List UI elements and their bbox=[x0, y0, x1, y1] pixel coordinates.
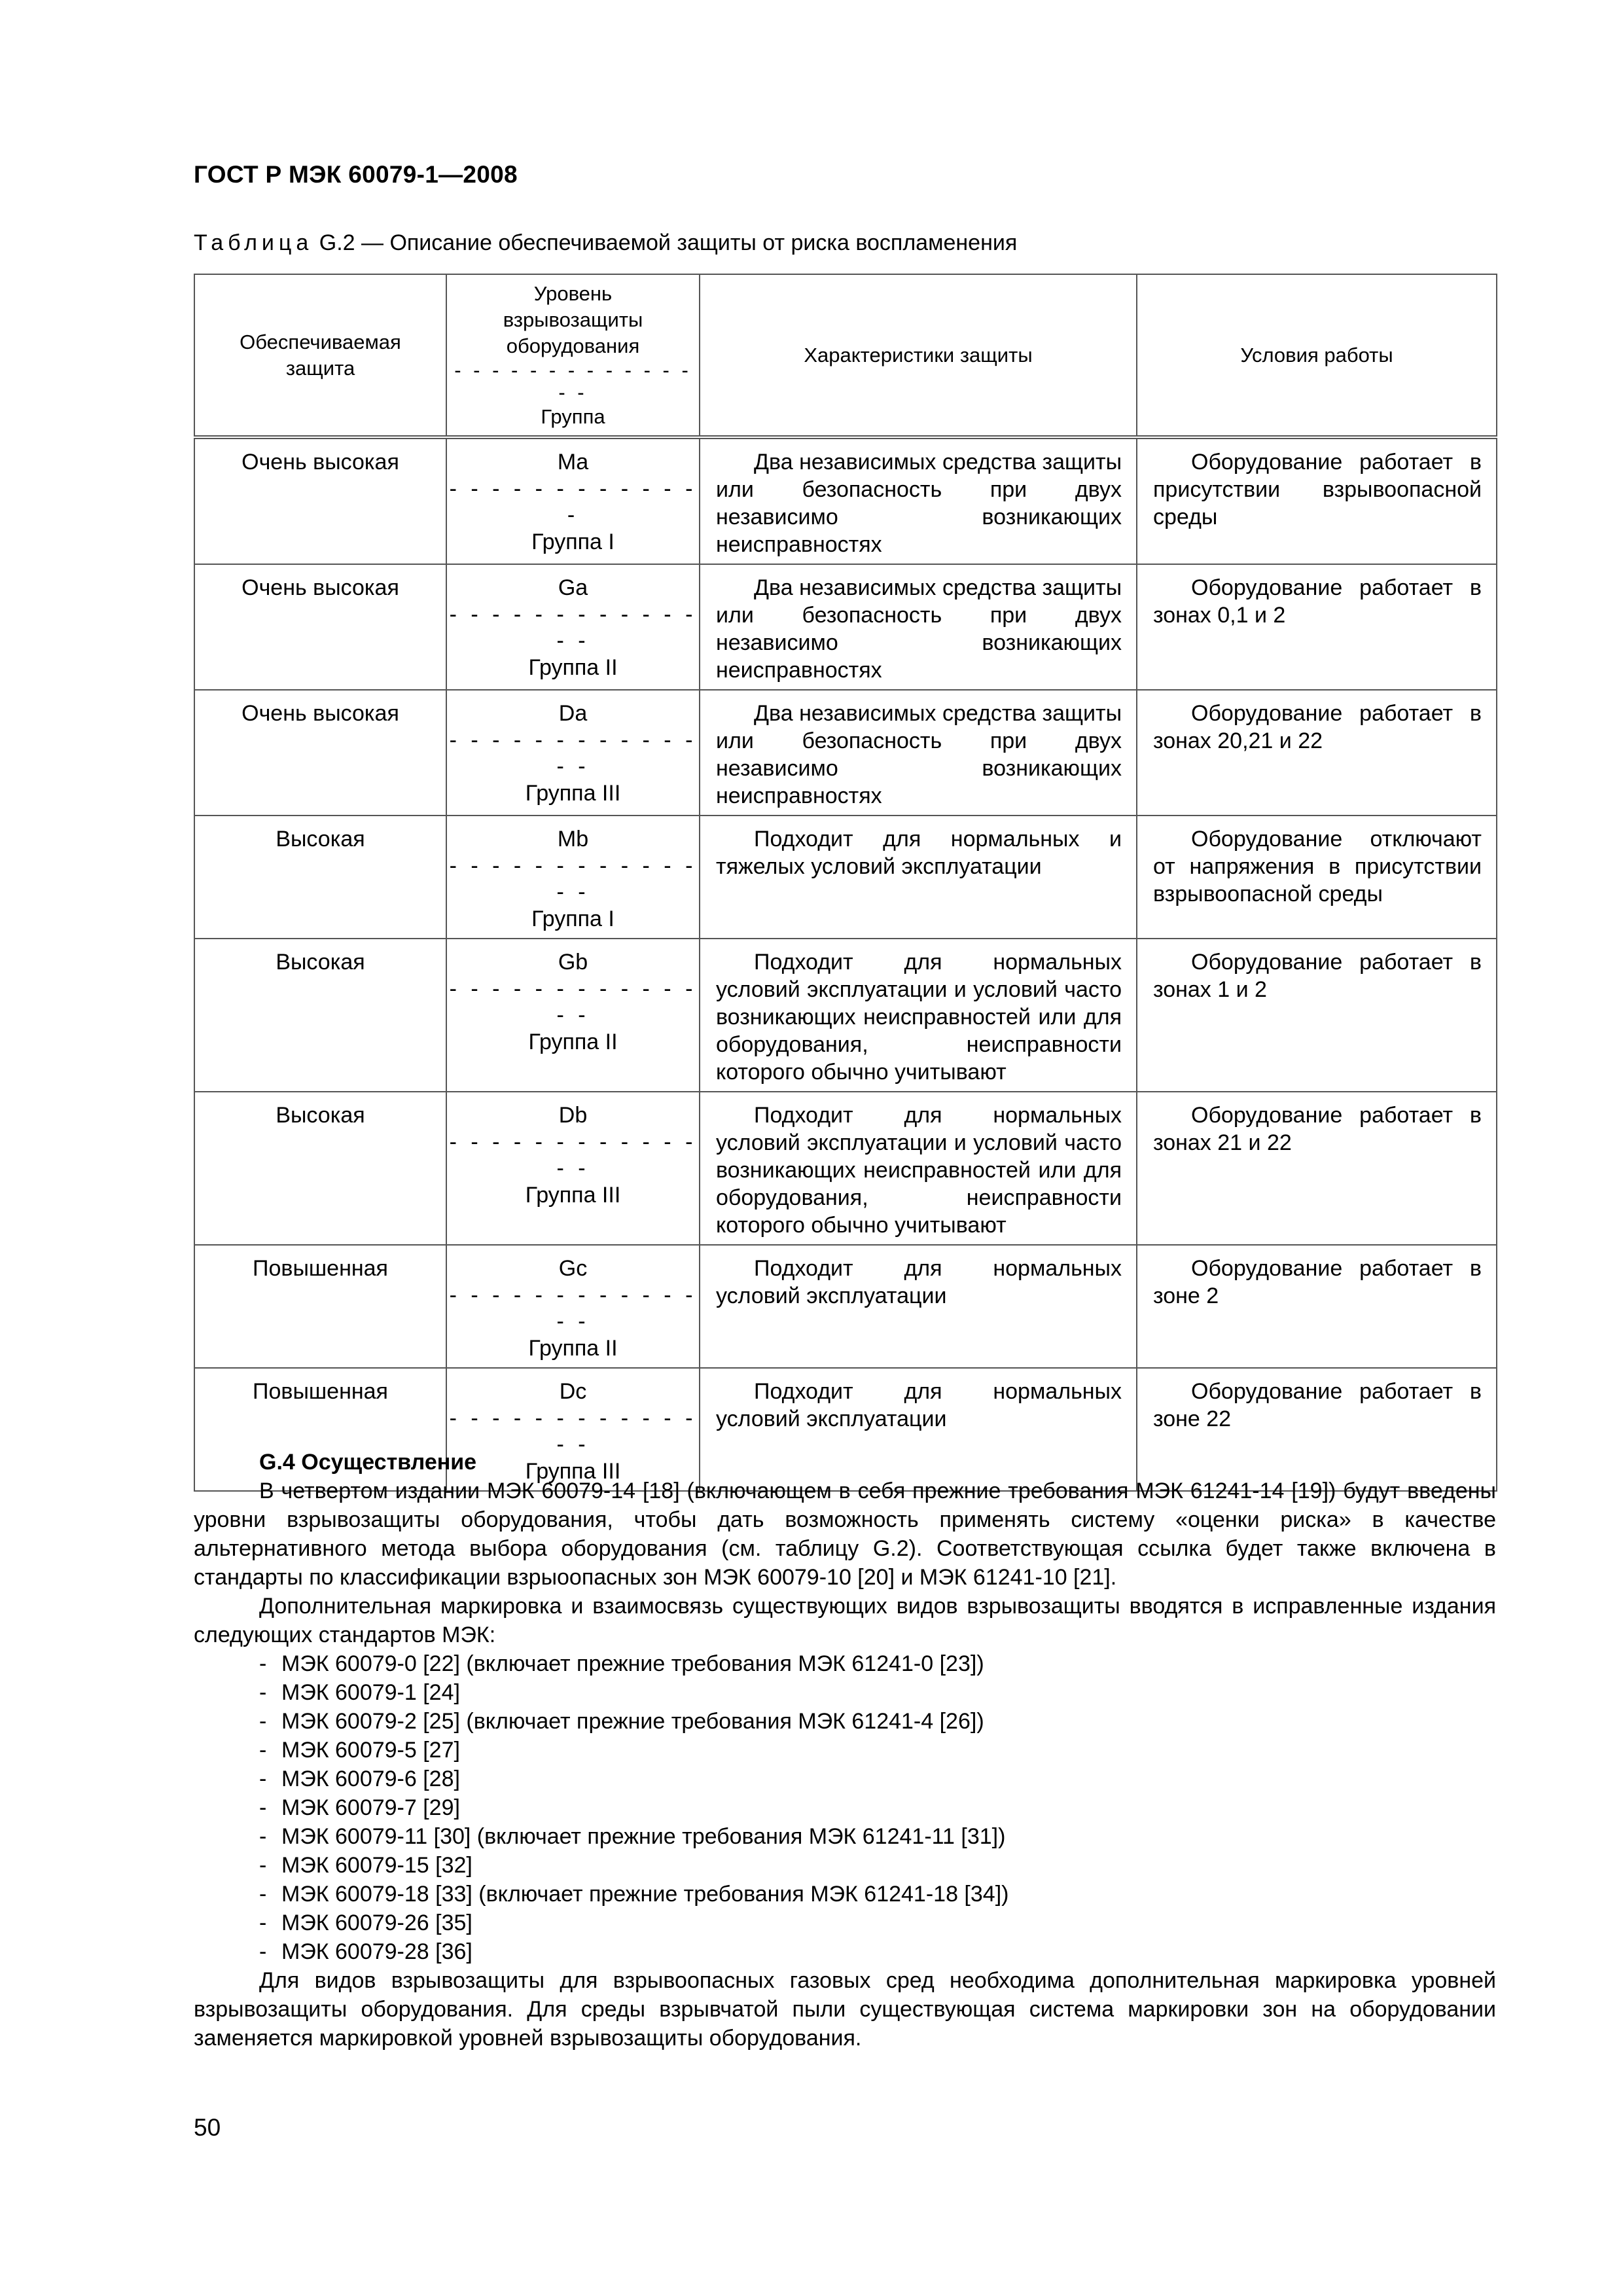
level-group: Группа II bbox=[528, 1030, 618, 1054]
cell-conditions bbox=[1137, 1245, 1497, 1368]
level-group: Группа III bbox=[525, 1459, 621, 1484]
level-divider: - - - - - - - - - - - - - - bbox=[449, 977, 697, 1028]
table-caption-text: G.2 — Описание обеспечиваемой защиты от риска воспламенения bbox=[313, 230, 1018, 255]
list-bullet: - bbox=[259, 1853, 267, 1878]
header-conditions: Условия работы bbox=[1137, 274, 1497, 437]
level-group: Группа II bbox=[528, 655, 618, 680]
table-caption-prefix: Таблица bbox=[194, 230, 313, 255]
level-code: Ma bbox=[557, 450, 589, 475]
cell-protection: Высокая bbox=[194, 1092, 446, 1245]
cell-characteristics bbox=[700, 690, 1137, 816]
cell-characteristics bbox=[700, 1092, 1137, 1245]
section-g4 bbox=[194, 1448, 1496, 2053]
section-paragraph-3: Для видов взрывозащиты для взрывоопасных газовых сред необходима дополнительная маркировка уровней взрывозащиты оборудования. Для среды взрывчатой пыли существующая система маркировки зон на оборудовании заменяется маркировкой уровней взрывозащиты оборудования. bbox=[194, 1968, 1496, 2051]
protection-table bbox=[194, 274, 1497, 1492]
conditions-text: Оборудование работает в зоне 22 bbox=[1153, 1379, 1482, 1431]
header-level-bottom: Группа bbox=[541, 404, 605, 428]
characteristics-text: Подходит для нормальных и тяжелых условий эксплуатации bbox=[716, 827, 1122, 879]
list-item bbox=[259, 1736, 1496, 1765]
header-characteristics: Характеристики защиты bbox=[700, 274, 1137, 437]
level-group: Группа I bbox=[531, 529, 615, 554]
list-item-text: МЭК 60079-11 [30] (включает прежние требования МЭК 61241-11 [31]) bbox=[281, 1824, 1006, 1849]
list-bullet: - bbox=[259, 1910, 267, 1935]
list-bullet: - bbox=[259, 1824, 267, 1849]
cell-protection: Повышенная bbox=[194, 1245, 446, 1368]
standards-list bbox=[194, 1649, 1496, 1966]
list-item bbox=[259, 1707, 1496, 1736]
list-item-text: МЭК 60079-0 [22] (включает прежние требования МЭК 61241-0 [23]) bbox=[281, 1651, 984, 1676]
level-divider: - - - - - - - - - - - - - - bbox=[449, 602, 697, 653]
cell-level bbox=[446, 437, 700, 564]
level-divider: - - - - - - - - - - - - - - bbox=[449, 1283, 697, 1334]
cell-protection: Высокая bbox=[194, 939, 446, 1092]
cell-characteristics bbox=[700, 816, 1137, 939]
list-item bbox=[259, 1678, 1496, 1707]
cell-protection: Повышенная bbox=[194, 1368, 446, 1491]
cell-conditions bbox=[1137, 939, 1497, 1092]
conditions-text: Оборудование отключают от напряжения в присутствии взрывоопасной среды bbox=[1153, 827, 1482, 906]
list-item-text: МЭК 60079-6 [28] bbox=[281, 1767, 460, 1791]
list-item-text: МЭК 60079-5 [27] bbox=[281, 1738, 460, 1763]
list-bullet: - bbox=[259, 1939, 267, 1964]
level-code: Db bbox=[558, 1103, 588, 1128]
list-item bbox=[259, 1909, 1496, 1937]
characteristics-text: Два независимых средства защиты или безопасность при двух независимо возникающих неисправностях bbox=[716, 450, 1122, 557]
level-group: Группа I bbox=[531, 906, 615, 931]
list-item-text: МЭК 60079-28 [36] bbox=[281, 1939, 473, 1964]
level-divider: - - - - - - - - - - - - - bbox=[449, 476, 697, 528]
table-caption bbox=[194, 230, 1017, 256]
cell-conditions bbox=[1137, 1092, 1497, 1245]
list-item bbox=[259, 1765, 1496, 1793]
cell-characteristics bbox=[700, 1245, 1137, 1368]
list-bullet: - bbox=[259, 1767, 267, 1791]
cell-conditions bbox=[1137, 690, 1497, 816]
list-item-text: МЭК 60079-15 [32] bbox=[281, 1853, 473, 1878]
table-row bbox=[194, 939, 1497, 1092]
cell-characteristics bbox=[700, 564, 1137, 690]
cell-conditions bbox=[1137, 564, 1497, 690]
cell-protection: Высокая bbox=[194, 816, 446, 939]
conditions-text: Оборудование работает в зоне 2 bbox=[1153, 1256, 1482, 1308]
conditions-text: Оборудование работает в зонах 0,1 и 2 bbox=[1153, 575, 1482, 628]
list-bullet: - bbox=[259, 1680, 267, 1705]
list-item bbox=[259, 1649, 1496, 1678]
cell-level bbox=[446, 1245, 700, 1368]
level-group: Группа III bbox=[525, 1183, 621, 1208]
level-divider: - - - - - - - - - - - - - - bbox=[449, 1406, 697, 1457]
characteristics-text: Подходит для нормальных условий эксплуатации и условий часто возникающих неисправностей или для оборудования, неисправности которого обычно учитывают bbox=[716, 950, 1122, 1085]
cell-conditions bbox=[1137, 437, 1497, 564]
level-code: Gb bbox=[558, 950, 588, 975]
header-level-dashes: - - - - - - - - - - - - - - - bbox=[454, 358, 692, 404]
characteristics-text: Два независимых средства защиты или безопасность при двух независимо возникающих неисправностях bbox=[716, 575, 1122, 683]
list-item-text: МЭК 60079-18 [33] (включает прежние требования МЭК 61241-18 [34]) bbox=[281, 1882, 1009, 1907]
cell-protection: Очень высокая bbox=[194, 564, 446, 690]
list-item bbox=[259, 1793, 1496, 1822]
conditions-text: Оборудование работает в зонах 20,21 и 22 bbox=[1153, 701, 1482, 753]
header-protection: Обеспечиваемая защита bbox=[194, 274, 446, 437]
table-row bbox=[194, 564, 1497, 690]
list-item-text: МЭК 60079-7 [29] bbox=[281, 1795, 460, 1820]
list-bullet: - bbox=[259, 1651, 267, 1676]
page-number: 50 bbox=[194, 2114, 221, 2141]
list-item-text: МЭК 60079-1 [24] bbox=[281, 1680, 460, 1705]
cell-level bbox=[446, 564, 700, 690]
level-code: Mb bbox=[557, 827, 589, 852]
section-heading: G.4 Осуществление bbox=[259, 1450, 477, 1475]
list-item-text: МЭК 60079-2 [25] (включает прежние требования МЭК 61241-4 [26]) bbox=[281, 1709, 984, 1734]
characteristics-text: Два независимых средства защиты или безопасность при двух независимо возникающих неисправностях bbox=[716, 701, 1122, 808]
table-header-row bbox=[194, 274, 1497, 437]
list-bullet: - bbox=[259, 1709, 267, 1734]
level-code: Dc bbox=[559, 1379, 587, 1404]
list-item bbox=[259, 1880, 1496, 1909]
conditions-text: Оборудование работает в присутствии взрывоопасной среды bbox=[1153, 450, 1482, 529]
cell-level bbox=[446, 816, 700, 939]
list-bullet: - bbox=[259, 1795, 267, 1820]
section-paragraph-1: В четвертом издании МЭК 60079-14 [18] (включающем в себя прежние требования МЭК 61241-14 [19]) будут введены уровни взрывозащиты оборудования, чтобы дать возможность применять систему «оценки риска» в качестве альтернативного метода выбора оборудования (см. таблицу G.2). Соответствующая ссылка будет также включена в стандарты по классификации взрыоопасных зон МЭК 60079-10 [20] и МЭК 61241-10 [21]. bbox=[194, 1479, 1496, 1590]
level-divider: - - - - - - - - - - - - - - bbox=[449, 853, 697, 905]
characteristics-text: Подходит для нормальных условий эксплуатации и условий часто возникающих неисправностей или для оборудования, неисправности которого обычно учитывают bbox=[716, 1103, 1122, 1238]
list-item bbox=[259, 1937, 1496, 1966]
level-group: Группа II bbox=[528, 1336, 618, 1361]
cell-characteristics bbox=[700, 437, 1137, 564]
table-row bbox=[194, 437, 1497, 564]
level-code: Gc bbox=[558, 1256, 588, 1281]
table-row bbox=[194, 690, 1497, 816]
document-header: ГОСТ Р МЭК 60079-1—2008 bbox=[194, 161, 518, 188]
characteristics-text: Подходит для нормальных условий эксплуатации bbox=[716, 1379, 1122, 1431]
cell-conditions bbox=[1137, 816, 1497, 939]
characteristics-text: Подходит для нормальных условий эксплуатации bbox=[716, 1256, 1122, 1308]
cell-characteristics bbox=[700, 939, 1137, 1092]
level-group: Группа III bbox=[525, 781, 621, 806]
conditions-text: Оборудование работает в зонах 21 и 22 bbox=[1153, 1103, 1482, 1155]
level-code: Ga bbox=[558, 575, 588, 600]
conditions-text: Оборудование работает в зонах 1 и 2 bbox=[1153, 950, 1482, 1002]
cell-level bbox=[446, 690, 700, 816]
table-row bbox=[194, 816, 1497, 939]
cell-protection: Очень высокая bbox=[194, 437, 446, 564]
table-row bbox=[194, 1092, 1497, 1245]
table-row bbox=[194, 1245, 1497, 1368]
cell-level bbox=[446, 1092, 700, 1245]
list-item bbox=[259, 1851, 1496, 1880]
section-paragraph-2: Дополнительная маркировка и взаимосвязь существующих видов взрывозащиты вводятся в исправленные издания следующих стандартов МЭК: bbox=[194, 1594, 1496, 1647]
list-item bbox=[259, 1822, 1496, 1851]
list-bullet: - bbox=[259, 1882, 267, 1907]
header-level-top: Уровень взрывозащиты оборудования bbox=[503, 281, 643, 357]
header-level bbox=[446, 274, 700, 437]
list-item-text: МЭК 60079-26 [35] bbox=[281, 1910, 473, 1935]
list-bullet: - bbox=[259, 1738, 267, 1763]
level-divider: - - - - - - - - - - - - - - bbox=[449, 728, 697, 779]
level-code: Da bbox=[558, 701, 588, 726]
cell-protection: Очень высокая bbox=[194, 690, 446, 816]
cell-level bbox=[446, 939, 700, 1092]
level-divider: - - - - - - - - - - - - - - bbox=[449, 1130, 697, 1181]
